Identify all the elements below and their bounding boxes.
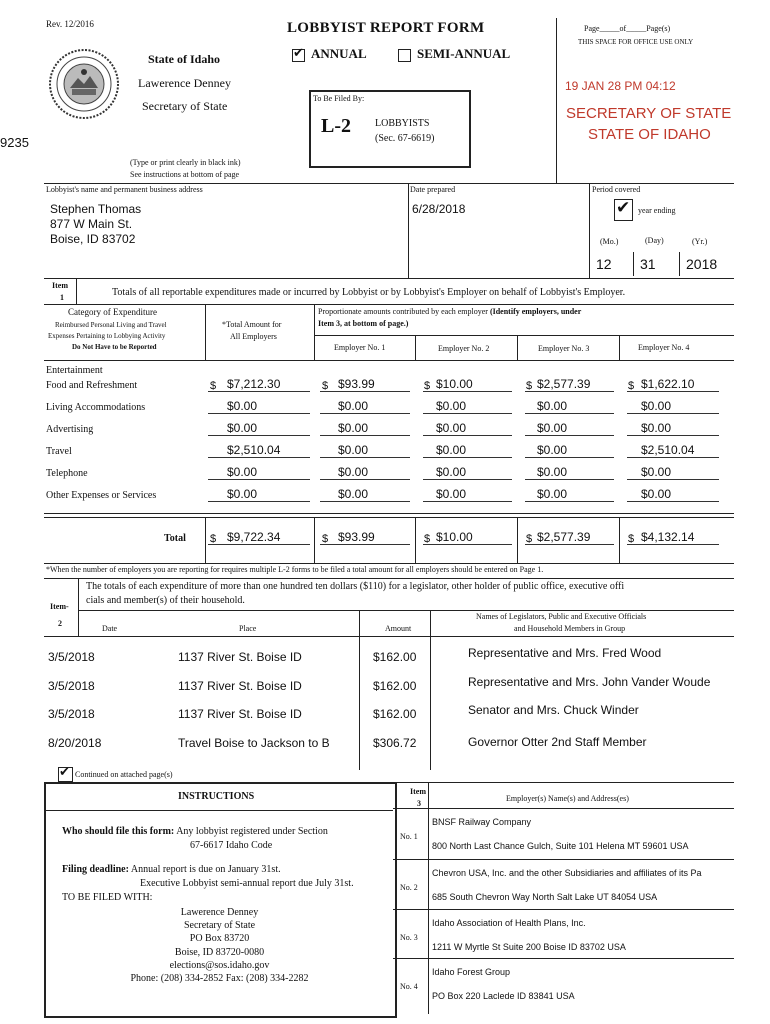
gift-amount[interactable]: $162.00 [373,707,417,721]
employer-col-4: Employer No. 4 [638,343,690,352]
total-employer-amount[interactable]: $2,577.39 [537,530,591,544]
expense-total-amount[interactable]: $0.00 [227,465,258,479]
employer-address[interactable]: 685 South Chevron Way North Salt Lake UT 84054 USA [432,892,658,902]
filing-address-line: Boise, ID 83720-0080 [174,946,265,958]
received-stamp-date: 19 JAN 28 PM 04:12 [565,79,676,93]
continued-checkbox[interactable] [58,767,73,782]
filing-address [46,906,393,985]
entertainment-label: Entertainment [46,365,103,376]
expense-category: Other Expenses or Services [46,490,157,501]
proportionate-heading [318,307,581,316]
expense-employer-amount[interactable]: $0.00 [436,399,467,413]
filing-phone-fax: Phone: (208) 334-2852 Fax: (208) 334-2282 [130,973,309,985]
month-label: (Mo.) [600,237,619,246]
dollar-sign: $ [210,380,217,392]
expense-employer-amount[interactable]: $0.00 [641,421,672,435]
expense-employer-amount[interactable]: $10.00 [436,377,473,391]
expense-total-amount[interactable]: $0.00 [227,399,258,413]
gift-place[interactable]: 1137 River St. Boise ID [178,650,302,664]
expense-employer-amount[interactable]: $0.00 [537,399,568,413]
gift-date[interactable]: 3/5/2018 [48,679,95,693]
employer-name[interactable]: BNSF Railway Company [432,817,532,827]
employer-address[interactable]: PO Box 220 Laclede ID 83841 USA [432,991,575,1001]
item3-number: 3 [417,799,421,808]
form-title: LOBBYIST REPORT FORM [287,20,485,36]
state-seal-icon [48,48,120,120]
date-prepared-value[interactable]: 6/28/2018 [412,202,466,216]
year-ending-checkbox[interactable] [614,199,633,221]
employer-address[interactable]: 1211 W Myrtle St Suite 200 Boise ID 83702 USA [432,942,626,952]
gift-date[interactable]: 8/20/2018 [48,736,102,750]
dollar-sign: $ [628,533,635,545]
period-year[interactable]: 2018 [686,256,718,272]
gift-date[interactable]: 3/5/2018 [48,650,95,664]
employer-number: No. 4 [400,982,418,991]
filing-email[interactable]: elections@sos.idaho.gov [169,959,270,971]
expense-employer-amount[interactable]: $0.00 [338,399,369,413]
deadline-text-2: Executive Lobbyist semi-annual report due July 31st. [140,878,354,889]
official-title: Secretary of State [142,99,228,113]
file-with-label: TO BE FILED WITH: [62,892,153,903]
print-note-1: (Type or print clearly in black ink) [130,158,241,167]
period-day[interactable]: 31 [640,256,656,272]
employer-col-1: Employer No. 1 [334,343,386,352]
dollar-sign: $ [424,533,431,545]
employer-number: No. 1 [400,832,418,841]
day-label: (Day) [645,236,664,245]
year-ending-label: year ending [638,206,676,215]
expense-employer-amount[interactable]: $0.00 [436,421,467,435]
who-label: Who should file this form: [62,826,175,837]
gift-date[interactable]: 3/5/2018 [48,707,95,721]
item2-heading-1: The totals of each expenditure of more than one hundred ten dollars ($110) for a legislator, other holder of public office, executive offi [86,581,625,592]
expense-employer-amount[interactable]: $0.00 [641,465,672,479]
office-use-label: THIS SPACE FOR OFFICE USE ONLY [578,38,694,46]
expense-employer-amount[interactable]: $2,577.39 [537,377,591,391]
item1-label: Item [52,281,68,290]
category-note-2: Expenses Pertaining to Lobbying Activity [48,332,166,340]
item3-label: Item [410,787,426,796]
gift-amount[interactable]: $162.00 [373,650,417,664]
lobbyist-address-label: Lobbyist's name and permanent business address [46,185,203,194]
instructions-title: INSTRUCTIONS [178,791,255,802]
expense-total-amount[interactable]: $0.00 [227,421,258,435]
item2-label: Item- [50,602,69,611]
employer-name[interactable]: Idaho Forest Group [432,967,511,977]
semiannual-label: SEMI-ANNUAL [417,46,511,61]
item2-number: 2 [58,619,62,628]
page-counter: Page_____of_____Page(s) [584,24,671,33]
expense-category: Living Accommodations [46,402,146,413]
dollar-sign: $ [322,533,329,545]
received-stamp-line2: STATE OF IDAHO [588,126,711,143]
col-date: Date [102,624,118,633]
total-employer-amount[interactable]: $4,132.14 [641,530,695,544]
semiannual-checkbox[interactable] [398,49,411,62]
gift-recipients[interactable]: Governor Otter 2nd Staff Member [468,735,647,749]
total-employer-amount[interactable]: $10.00 [436,530,473,544]
year-label: (Yr.) [692,237,708,246]
item2-heading-2: cials and member(s) of their household. [86,595,245,606]
proportionate-heading-2: Item 3, at bottom of page.) [318,319,409,328]
dollar-sign: $ [424,380,431,392]
expense-total-amount[interactable]: $0.00 [227,487,258,501]
expense-employer-amount[interactable]: $0.00 [436,487,467,501]
expense-total-amount[interactable]: $7,212.30 [227,377,281,391]
expense-category: Food and Refreshment [46,380,138,391]
form-id-box [309,90,471,168]
annual-label: ANNUAL [311,46,367,61]
expense-employer-amount[interactable]: $93.99 [338,377,375,391]
expense-employer-amount[interactable]: $0.00 [338,443,369,457]
annual-checkbox[interactable] [292,46,305,62]
dollar-sign: $ [526,380,533,392]
employer-address[interactable]: 800 North Last Chance Gulch, Suite 101 Helena MT 59601 USA [432,841,689,851]
expense-employer-amount[interactable]: $0.00 [338,421,369,435]
gift-place[interactable]: 1137 River St. Boise ID [178,679,302,693]
expense-employer-amount[interactable]: $0.00 [641,487,672,501]
dollar-sign: $ [628,380,635,392]
checkmark-icon: ✔ [59,765,70,780]
col-names-2: and Household Members in Group [514,624,626,633]
col-amount: Amount [385,624,412,633]
form-code: L-2 [321,115,351,137]
category-note-1: Reimbursed Personal Living and Travel [55,321,167,329]
lobbyist-city[interactable]: Boise, ID 83702 [50,232,136,246]
expense-category: Telephone [46,468,88,479]
form-section: (Sec. 67-6619) [375,133,435,144]
category-heading: Category of Expenditure [68,307,157,317]
side-number: 9235 [0,135,29,150]
official-name: Lawerence Denney [138,76,231,90]
gift-recipients[interactable]: Senator and Mrs. Chuck Winder [468,703,639,717]
gift-amount[interactable]: $162.00 [373,679,417,693]
total-all-employers[interactable]: $9,722.34 [227,530,281,544]
filing-address-line: Lawerence Denney [180,907,259,918]
total-heading-1: *Total Amount for [222,320,282,329]
expense-employer-amount[interactable]: $0.00 [436,465,467,479]
employer-name[interactable]: Chevron USA, Inc. and the other Subsidiaries and affiliates of its Pa [432,868,702,878]
gift-amount[interactable]: $306.72 [373,736,417,750]
expense-employer-amount[interactable]: $0.00 [537,421,568,435]
state-name: State of Idaho [148,52,221,66]
item1-number: 1 [60,293,64,302]
period-month[interactable]: 12 [596,256,612,272]
item3-heading: Employer(s) Name(s) and Address(es) [506,794,629,803]
proportionate-heading-text: Proportionate amounts contributed by each employer [318,307,488,316]
form-who: LOBBYISTS [375,118,430,129]
lobbyist-name[interactable]: Stephen Thomas [50,202,142,216]
expense-employer-amount[interactable]: $0.00 [537,487,568,501]
expense-employer-amount[interactable]: $0.00 [436,443,467,457]
checkmark-icon: ✔ [293,46,304,61]
who-text-2: 67-6617 Idaho Code [190,840,273,851]
proportionate-heading-bold: (Identify employers, under [489,307,582,316]
total-employer-amount[interactable]: $93.99 [338,530,375,544]
expense-employer-amount[interactable]: $0.00 [338,465,369,479]
continued-label: Continued on attached page(s) [75,770,173,779]
deadline-text-1: Annual report is due on January 31st. [130,864,281,875]
lobbyist-street[interactable]: 877 W Main St. [50,217,133,231]
expense-employer-amount[interactable]: $0.00 [537,465,568,479]
employer-col-3: Employer No. 3 [538,344,590,353]
col-names-1: Names of Legislators, Public and Executive Officials [476,612,647,621]
expense-employer-amount[interactable]: $0.00 [641,399,672,413]
filing-address-line: PO Box 83720 [189,933,250,945]
gift-recipients[interactable]: Representative and Mrs. Fred Wood [468,646,662,660]
item1-footnote: *When the number of employers you are reporting for requires multiple L-2 forms to be filed a total amount for all employers should be entered on Page 1. [46,565,544,574]
expense-total-amount[interactable]: $2,510.04 [227,443,281,457]
item1-heading: Totals of all reportable expenditures made or incurred by Lobbyist or by Lobbyist's Employer on behalf of Lobbyist's Employer. [112,287,626,298]
category-note-3: Do Not Have to be Reported [72,343,157,351]
date-prepared-label: Date prepared [410,185,456,194]
expense-category: Advertising [46,424,94,435]
dollar-sign: $ [322,380,329,392]
received-stamp-line1: SECRETARY OF STATE [566,105,732,122]
deadline-label: Filing deadline: [62,864,129,875]
col-place: Place [239,624,257,633]
expense-category: Travel [46,446,72,457]
checkmark-icon: ✔ [616,198,631,218]
employer-col-2: Employer No. 2 [438,344,490,353]
expense-employer-amount[interactable]: $0.00 [338,487,369,501]
gift-recipients[interactable]: Representative and Mrs. John Vander Woude [468,675,711,689]
print-note-2: See instructions at bottom of page [130,170,240,179]
dollar-sign: $ [526,533,533,545]
dollar-sign: $ [210,533,217,545]
gift-place[interactable]: 1137 River St. Boise ID [178,707,302,721]
period-covered-label: Period covered [592,185,641,194]
expense-employer-amount[interactable]: $0.00 [537,443,568,457]
employer-number: No. 3 [400,933,418,942]
total-heading-2: All Employers [230,332,277,341]
form-revision: Rev. 12/2016 [46,19,94,29]
employer-number: No. 2 [400,883,418,892]
to-be-filed-label: To Be Filed By: [313,94,365,103]
expense-employer-amount[interactable]: $2,510.04 [641,443,695,457]
total-row-label: Total [164,533,186,544]
who-text-1: Any lobbyist registered under Section [176,826,328,837]
filing-address-line: Secretary of State [183,920,256,932]
gift-place[interactable]: Travel Boise to Jackson to B [178,736,330,750]
employer-name[interactable]: Idaho Association of Health Plans, Inc. [432,918,586,928]
expense-employer-amount[interactable]: $1,622.10 [641,377,695,391]
